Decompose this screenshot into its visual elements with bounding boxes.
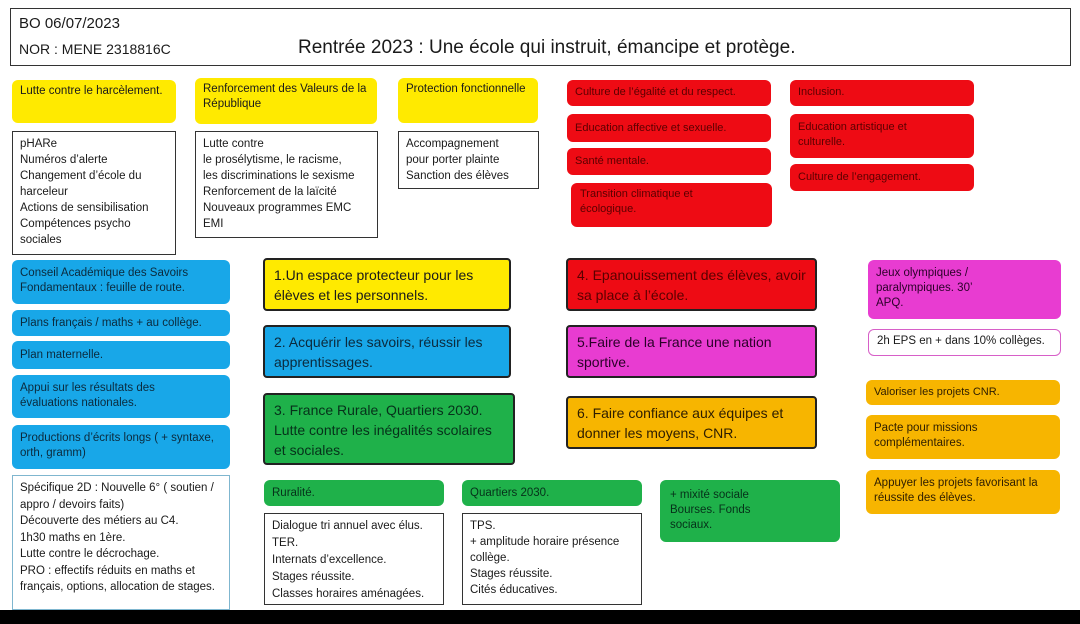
bo-reference: BO 06/07/2023 [19, 15, 120, 32]
box-valeurs-republique: Renforcement des Valeurs de la République [195, 78, 377, 124]
detail-line: les discriminations le sexisme [203, 170, 355, 182]
box-evaluations-nationales: Appui sur les résultats des évaluations nationales. [12, 375, 230, 418]
axis-2-acquerir-savoirs: 2. Acquérir les savoirs, réussir les apprentissages. [263, 325, 511, 378]
details-quartiers [462, 513, 642, 605]
box-valoriser-cnr: Valoriser les projets CNR. [866, 380, 1060, 405]
detail-line: TPS. [470, 520, 496, 532]
nor-reference: NOR : MENE 2318816C [19, 41, 171, 57]
box-inclusion: Inclusion. [790, 80, 974, 106]
detail-line: Spécifique 2D : Nouvelle 6° ( soutien / appro / devoirs faits) [20, 482, 214, 511]
detail-line: Dialogue tri annuel avec élus. [272, 520, 423, 532]
detail-line: Renforcement de la laïcité [203, 186, 337, 198]
box-culture-engagement: Culture de l’engagement. [790, 164, 974, 191]
detail-line: Stages réussite. [470, 568, 553, 580]
detail-line: Lutte contre le décrochage. [20, 548, 160, 560]
detail-line: Cités éducatives. [470, 584, 558, 596]
box-harcelement: Lutte contre le harcèlement. [12, 80, 176, 123]
axis-4-epanouissement: 4. Epanouissement des élèves, avoir sa place à l’école. [566, 258, 817, 311]
detail-line: Nouveaux programmes EMC [203, 202, 352, 214]
header-box [10, 8, 1071, 66]
detail-line: Lutte contre [203, 138, 264, 150]
details-harcelement [12, 131, 176, 255]
detail-line: Changement d’école du harceleur [20, 170, 142, 198]
details-ruralite [264, 513, 444, 605]
box-plans-francais-maths: Plans français / maths + au collège. [12, 310, 230, 336]
detail-line: Sanction des élèves [406, 170, 509, 182]
detail-line: Découverte des métiers au C4. [20, 515, 179, 527]
axis-6-confiance-equipes: 6. Faire confiance aux équipes et donner les moyens, CNR. [566, 396, 817, 449]
box-protection-fonctionnelle: Protection fonctionnelle [398, 78, 538, 123]
box-egalite-respect: Culture de l’égalité et du respect. [567, 80, 771, 106]
box-jeux-olympiques: Jeux olympiques / paralympiques. 30’ APQ. [868, 260, 1061, 319]
page-title: Rentrée 2023 : Une école qui instruit, émancipe et protège. [298, 37, 796, 58]
detail-line: pour porter plainte [406, 154, 500, 166]
box-quartiers-2030: Quartiers 2030. [462, 480, 642, 506]
detail-line: Numéros d’alerte [20, 154, 108, 166]
box-education-artistique: Education artistique et culturelle. [790, 114, 974, 158]
box-transition-climatique: Transition climatique et écologique. [571, 183, 772, 227]
box-mixite-sociale: + mixité sociale Bourses. Fonds sociaux. [660, 480, 840, 542]
box-appuyer-projets: Appuyer les projets favorisant la réussite des élèves. [866, 470, 1060, 514]
detail-line: Stages réussite. [272, 571, 355, 583]
detail-line: Accompagnement [406, 138, 499, 150]
box-sante-mentale: Santé mentale. [567, 148, 771, 175]
box-conseil-academique: Conseil Académique des Savoirs Fondamentaux : feuille de route. [12, 260, 230, 304]
detail-line: le prosélytisme, le racisme, [203, 154, 342, 166]
detail-line: Actions de sensibilisation [20, 202, 149, 214]
detail-line: + amplitude horaire présence collège. [470, 536, 620, 564]
details-valeurs [195, 131, 378, 238]
detail-line: Compétences psycho sociales [20, 218, 131, 246]
bottom-bar [0, 610, 1080, 624]
detail-line: Classes horaires aménagées. [272, 588, 425, 600]
detail-line: 1h30 maths en 1ère. [20, 531, 126, 544]
detail-line: PRO : effectifs réduits en maths et français, options, allocation de stages. [20, 564, 215, 593]
details-specifique-2d [12, 475, 230, 610]
box-education-affective: Education affective et sexuelle. [567, 114, 771, 142]
axis-3-france-rurale: 3. France Rurale, Quartiers 2030. Lutte contre les inégalités scolaires et sociales. [263, 393, 515, 465]
box-pacte: Pacte pour missions complémentaires. [866, 415, 1060, 459]
box-ruralite: Ruralité. [264, 480, 444, 506]
box-eps: 2h EPS en + dans 10% collèges. [868, 329, 1061, 356]
details-protection [398, 131, 539, 189]
detail-line: pHARe [20, 138, 58, 150]
detail-line: EMI [203, 218, 224, 230]
box-plan-maternelle: Plan maternelle. [12, 341, 230, 369]
detail-line: TER. [272, 537, 299, 549]
box-productions-ecrits: Productions d’écrits longs ( + syntaxe, orth, gramm) [12, 425, 230, 469]
axis-1-espace-protecteur: 1.Un espace protecteur pour les élèves et les personnels. [263, 258, 511, 311]
axis-5-nation-sportive: 5.Faire de la France une nation sportive. [566, 325, 817, 378]
detail-line: Internats d’excellence. [272, 554, 387, 566]
